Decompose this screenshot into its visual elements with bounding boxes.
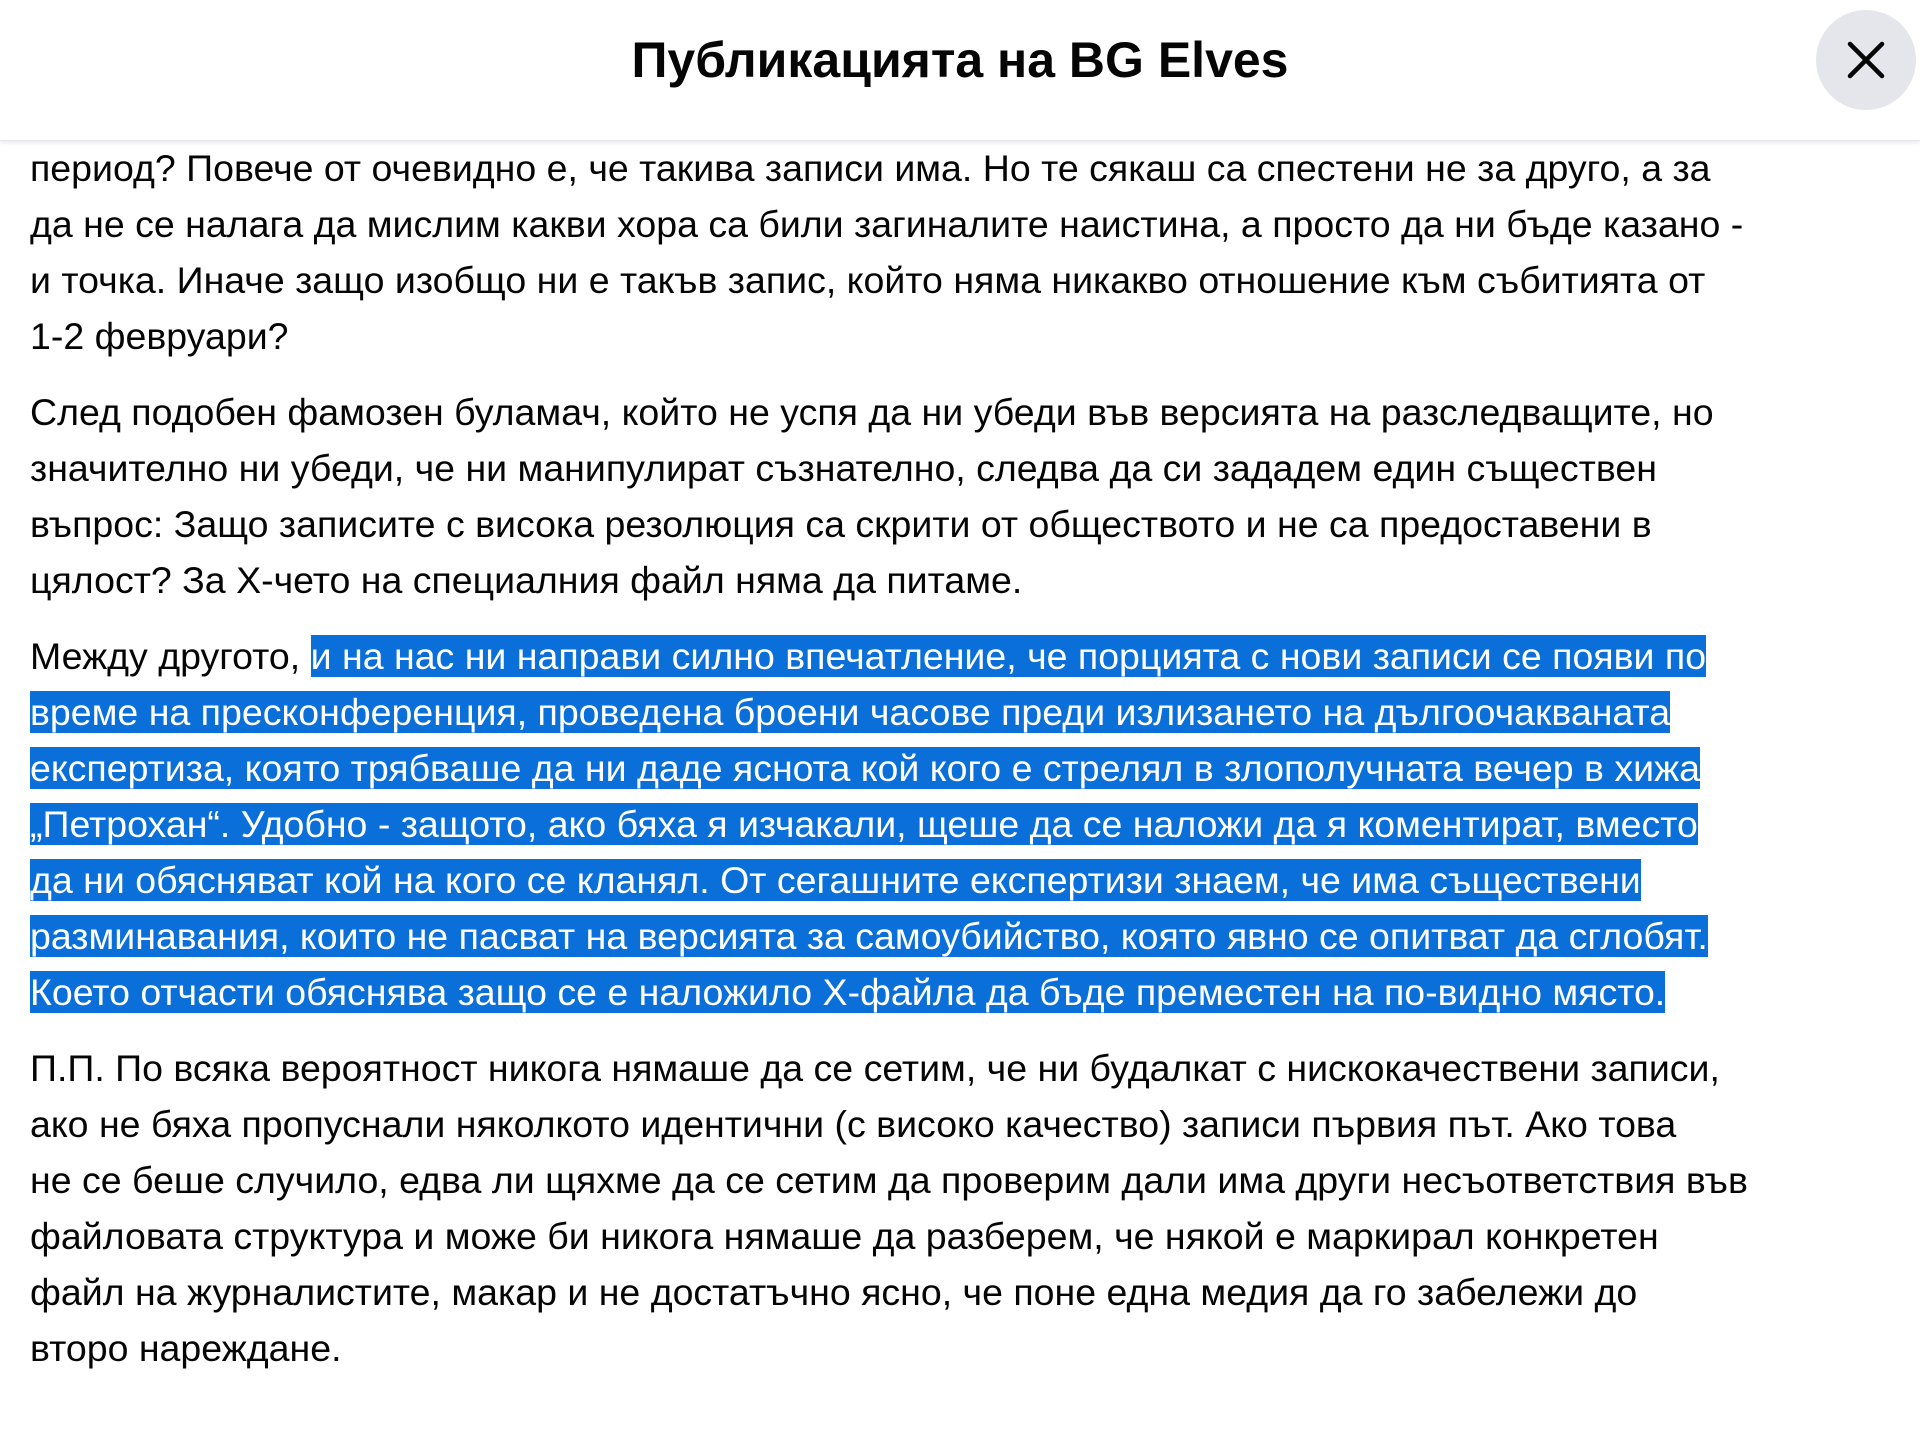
text-line: [30, 140, 1920, 196]
selected-text: и на нас ни направи силно впечатление, че порцията с нови записи се появи по: [310, 635, 1707, 677]
line-text: второ нареждане.: [30, 1327, 342, 1369]
text-line: [30, 796, 1920, 852]
text-line: [30, 496, 1920, 552]
post-text[interactable]: [30, 112, 1920, 1396]
selected-text: разминавания, които не пасват на версията за самоубийство, която явно се опитват да сглобят.: [30, 915, 1708, 957]
text-line: [30, 964, 1920, 1020]
line-text: значително ни убеди, че ни манипулират съзнателно, следва да си зададем един съществен: [30, 447, 1657, 489]
line-text: цялост? За Х-чето на специалния файл няма да питаме.: [30, 559, 1023, 601]
text-line: [30, 908, 1920, 964]
line-text: 1-2 февруари?: [30, 315, 289, 357]
text-line: [30, 1040, 1920, 1096]
line-text: и точка. Иначе защо изобщо ни е такъв запис, който няма никакво отношение към събитията от: [30, 259, 1706, 301]
line-text: Между другото,: [30, 635, 311, 677]
text-line: [30, 384, 1920, 440]
line-text: файл на журналистите, макар и не достатъчно ясно, че поне една медия да го забележи до: [30, 1271, 1638, 1313]
selected-text: време на пресконференция, проведена броени часове преди излизането на дългоочакваната: [30, 691, 1671, 733]
text-line: [30, 852, 1920, 908]
selected-text: експертиза, която трябваше да ни даде яснота кой кого е стрелял в злополучната вечер в хижа: [30, 747, 1701, 789]
text-line: [30, 1208, 1920, 1264]
text-line: [30, 1320, 1920, 1376]
text-line: [30, 684, 1920, 740]
line-text: След подобен фамозен буламач, който не успя да ни убеди във версията на разследващите, но: [30, 391, 1714, 433]
selected-text: „Петрохан“. Удобно - защото, ако бяха я изчакали, щеше да се наложи да я коментират, вместо: [30, 803, 1698, 845]
selected-text: Което отчасти обяснява защо се е наложило Х-файла да бъде преместен на по-видно място.: [30, 971, 1666, 1013]
post-body: [0, 112, 1920, 1437]
text-line: [30, 628, 1920, 684]
line-text: период? Повече от очевидно е, че такива записи има. Но те сякаш са спестени не за друго, а за: [30, 147, 1711, 189]
line-text: П.П. По всяка вероятност никога нямаше да се сетим, че ни будалкат с нискокачествени записи,: [30, 1047, 1720, 1089]
text-line: [30, 252, 1920, 308]
selected-text: да ни обясняват кой на кого се кланял. От сегашните експертизи знаем, че има съществени: [30, 859, 1641, 901]
text-line: [30, 1096, 1920, 1152]
close-button[interactable]: [1816, 10, 1916, 110]
post-paragraph: [30, 628, 1920, 1020]
line-text: файловата структура и може би никога нямаше да разберем, че някой е маркирал конкретен: [30, 1215, 1659, 1257]
close-icon: [1846, 40, 1886, 80]
text-line: [30, 196, 1920, 252]
text-line: [30, 1152, 1920, 1208]
text-line: [30, 740, 1920, 796]
text-line: [30, 440, 1920, 496]
post-paragraph: [30, 384, 1920, 608]
text-line: [30, 552, 1920, 608]
dialog-title: Публикацията на BG Elves: [631, 32, 1289, 88]
line-text: да не се налага да мислим какви хора са били загиналите наистина, а просто да ни бъде казано -: [30, 203, 1744, 245]
line-text: въпрос: Защо записите с висока резолюция са скрити от обществото и не са предоставени в: [30, 503, 1652, 545]
post-paragraph: [30, 1040, 1920, 1376]
text-line: [30, 308, 1920, 364]
post-paragraph: [30, 112, 1920, 364]
text-line: [30, 1264, 1920, 1320]
line-text: ако не бяха пропуснали няколкото идентични (с високо качество) записи първия път. Ако това: [30, 1103, 1677, 1145]
dialog-header: [0, 0, 1920, 141]
line-text: не се беше случило, едва ли щяхме да се сетим да проверим дали има други несъответствия във: [30, 1159, 1748, 1201]
